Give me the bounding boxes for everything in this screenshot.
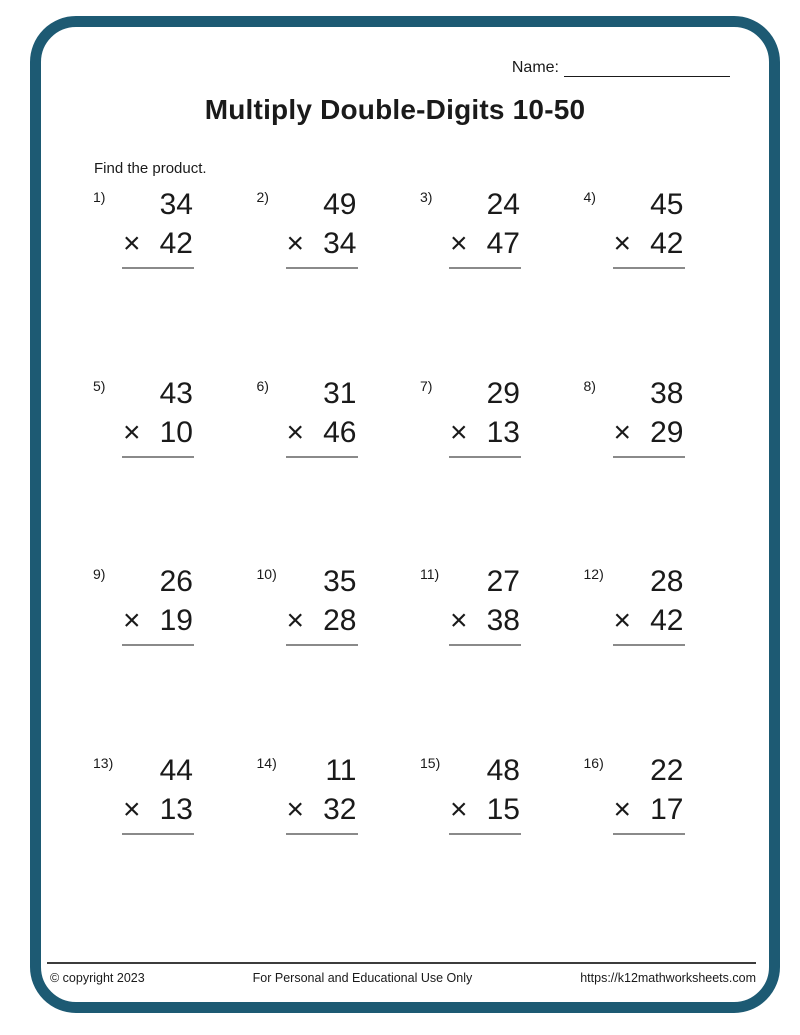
multiplicand-value: 45 [650, 188, 684, 221]
problem-number-label: 9) [93, 566, 106, 582]
multiply-sign: × [123, 227, 141, 260]
problem-number-label: 6) [256, 377, 269, 394]
footer-divider [47, 962, 756, 964]
problem-number-label: 8) [583, 377, 596, 394]
operator-row [614, 793, 684, 827]
answer-line [122, 644, 194, 646]
answer-line [286, 833, 358, 835]
operator-row [287, 793, 357, 827]
problem-block [287, 565, 357, 646]
problem-number-label: 5) [93, 377, 106, 394]
problem-number-label: 12) [583, 566, 604, 582]
multiply-sign: × [123, 792, 141, 826]
operator-row [614, 604, 684, 638]
footer [50, 971, 756, 985]
multiplier-value: 19 [159, 604, 193, 637]
multiply-sign: × [286, 792, 305, 826]
operator-row [123, 416, 193, 450]
problem-block [450, 565, 520, 646]
answer-line [286, 267, 358, 269]
answer-line [286, 644, 358, 646]
multiplicand-value: 26 [159, 565, 193, 598]
multiply-sign: × [450, 792, 468, 826]
problem-number-label: 15) [420, 754, 441, 771]
multiplier-value: 29 [650, 415, 684, 449]
answer-line [286, 456, 358, 458]
multiplier-value: 38 [486, 604, 520, 637]
answer-line [613, 644, 685, 646]
problem-block [287, 754, 357, 835]
answer-line [122, 267, 194, 269]
problem-cell [583, 752, 747, 941]
name-label: Name: [511, 59, 559, 76]
problem-block [287, 377, 357, 458]
multiplier-value: 15 [486, 792, 520, 826]
multiply-sign: × [123, 415, 141, 449]
problem-number-label: 10) [256, 566, 277, 582]
answer-line [122, 456, 194, 458]
problem-number-label: 11) [420, 566, 440, 582]
problem-number-label: 13) [93, 754, 114, 771]
answer-line [613, 267, 685, 269]
problem-cell [256, 563, 420, 752]
page-title: Multiply Double-Digits 10-50 [204, 94, 586, 125]
problem-cell [256, 186, 420, 375]
multiplier-value: 46 [323, 415, 357, 449]
problem-cell [419, 563, 583, 752]
multiplicand-value: 35 [323, 565, 357, 598]
instructions-text: Find the product. [94, 160, 207, 177]
multiply-sign: × [123, 604, 141, 637]
problem-cell [92, 563, 256, 752]
multiply-sign: × [450, 415, 468, 449]
problem-block [123, 754, 193, 835]
multiplier-value: 13 [486, 415, 520, 449]
footer-url: https://k12mathworksheets.com [580, 971, 756, 985]
problem-number-label: 1) [93, 189, 106, 205]
answer-line [613, 456, 685, 458]
multiplicand-value: 48 [486, 753, 520, 787]
multiplier-value: 13 [159, 792, 193, 826]
multiplicand-value: 28 [650, 565, 684, 598]
problem-number-label: 3) [420, 189, 433, 205]
multiplier-value: 47 [486, 227, 520, 260]
answer-line [449, 456, 521, 458]
answer-line [449, 833, 521, 835]
multiplicand-value: 29 [486, 376, 520, 410]
problem-number-label: 16) [583, 754, 604, 771]
operator-row [287, 416, 357, 450]
multiply-sign: × [286, 604, 305, 637]
problem-block [450, 377, 520, 458]
multiplicand-value: 44 [159, 753, 193, 787]
operator-row [450, 604, 520, 638]
operator-row [450, 416, 520, 450]
answer-line [449, 644, 521, 646]
multiplicand-value: 49 [323, 188, 357, 221]
operator-row [123, 227, 193, 261]
operator-row [287, 227, 357, 261]
problem-cell [92, 186, 256, 375]
multiply-sign: × [613, 415, 632, 449]
multiplicand-value: 27 [486, 565, 520, 598]
multiply-sign: × [286, 227, 305, 260]
problem-block [287, 188, 357, 269]
problem-cell [419, 186, 583, 375]
operator-row [123, 793, 193, 827]
problem-cell [583, 186, 747, 375]
name-field-row [512, 58, 730, 77]
problem-block [123, 188, 193, 269]
multiplier-value: 17 [650, 792, 684, 826]
footer-copyright: © copyright 2023 [50, 971, 145, 985]
multiplier-value: 42 [650, 227, 684, 260]
problem-block [614, 377, 684, 458]
problem-number-label: 2) [256, 189, 269, 205]
multiplicand-value: 22 [650, 753, 684, 787]
problem-cell [583, 563, 747, 752]
problem-cell [92, 752, 256, 941]
multiplier-value: 34 [323, 227, 357, 260]
problem-cell [92, 375, 256, 564]
multiplier-value: 42 [159, 227, 193, 260]
problem-number-label: 4) [583, 189, 596, 205]
multiply-sign: × [450, 604, 468, 637]
multiplier-value: 28 [323, 604, 357, 637]
multiplicand-value: 34 [159, 188, 193, 221]
problem-cell [419, 752, 583, 941]
operator-row [450, 793, 520, 827]
name-blank-line [564, 58, 730, 77]
answer-line [613, 833, 685, 835]
problem-block [614, 565, 684, 646]
problem-cell [256, 752, 420, 941]
problem-number-label: 7) [420, 377, 433, 394]
operator-row [614, 416, 684, 450]
footer-usage-text: For Personal and Educational Use Only [252, 971, 473, 985]
problem-block [450, 754, 520, 835]
multiplicand-value: 43 [159, 376, 193, 410]
multiply-sign: × [450, 227, 468, 260]
problem-block [614, 754, 684, 835]
problem-cell [583, 375, 747, 564]
multiplicand-value: 38 [650, 376, 684, 410]
multiplicand-value: 11 [325, 753, 357, 787]
multiplier-value: 10 [159, 415, 193, 449]
operator-row [287, 604, 357, 638]
operator-row [123, 604, 193, 638]
multiply-sign: × [286, 415, 305, 449]
problem-block [450, 188, 520, 269]
problem-block [123, 377, 193, 458]
multiplier-value: 42 [650, 604, 684, 637]
problems-grid [92, 186, 746, 940]
operator-row [614, 227, 684, 261]
problem-block [123, 565, 193, 646]
multiplier-value: 32 [323, 792, 357, 826]
answer-line [449, 267, 521, 269]
operator-row [450, 227, 520, 261]
multiplicand-value: 31 [323, 376, 357, 410]
multiplicand-value: 24 [486, 188, 520, 221]
problem-number-label: 14) [256, 754, 277, 771]
problem-block [614, 188, 684, 269]
problem-cell [256, 375, 420, 564]
answer-line [122, 833, 194, 835]
problem-cell [419, 375, 583, 564]
multiply-sign: × [613, 227, 632, 260]
multiply-sign: × [613, 604, 632, 637]
multiply-sign: × [613, 792, 632, 826]
